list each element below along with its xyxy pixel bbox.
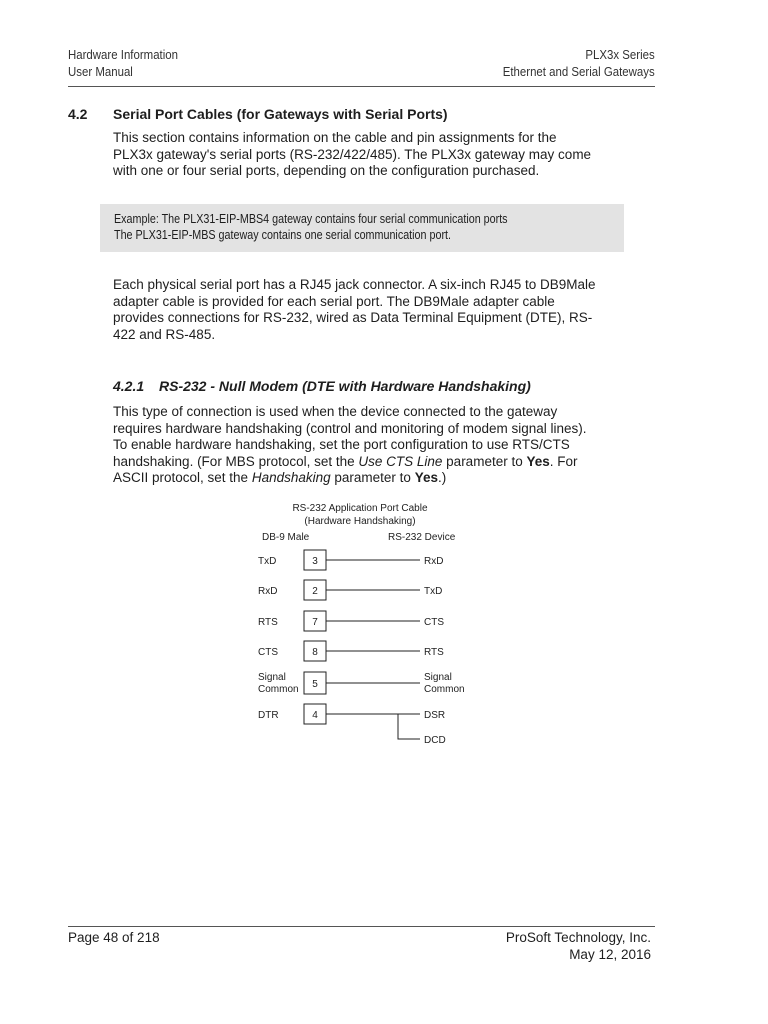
text-run: handshaking. (For MBS protocol, set the <box>113 453 359 469</box>
text-run: . For <box>549 453 578 469</box>
db9-signal-label: TxD <box>258 556 277 567</box>
device-signal-label: DSR <box>424 710 446 721</box>
pin-number: 3 <box>312 556 318 567</box>
device-signal-label: RTS <box>424 647 444 658</box>
device-signal-label: CTS <box>424 617 444 628</box>
footer-right <box>506 929 651 963</box>
wiring-row <box>258 611 444 631</box>
wire-branch-line <box>398 714 420 739</box>
pin-number: 7 <box>312 617 318 628</box>
wiring-row <box>258 704 446 746</box>
db9-signal-label: DTR <box>258 710 279 721</box>
intro-line: with one or four serial ports, depending on the configuration purchased. <box>113 163 540 178</box>
handshaking-line: requires hardware handshaking (control and monitoring of modem signal lines). <box>113 420 587 436</box>
parameter-value: Yes <box>414 470 438 485</box>
text-run: parameter to <box>330 470 415 485</box>
text-run: ASCII protocol, set the <box>113 470 252 485</box>
footer-rule <box>68 926 655 927</box>
db9-signal-label: Common <box>258 684 299 695</box>
body-line: 422 and RS-485. <box>113 326 216 342</box>
wiring-row <box>258 672 465 695</box>
parameter-name: Handshaking <box>251 470 331 485</box>
pin-number: 4 <box>312 710 318 721</box>
intro-line: This section contains information on the cable and pin assignments for the <box>113 130 557 145</box>
db9-signal-label: Signal <box>258 672 286 683</box>
note-line: The PLX31-EIP-MBS gateway contains one serial communication port. <box>114 228 451 242</box>
section-title: Serial Port Cables (for Gateways with Serial Ports) <box>113 106 448 122</box>
body-line: adapter cable is provided for each serial port. The DB9Male adapter cable <box>113 293 555 309</box>
wiring-row <box>258 550 443 570</box>
pin-number: 5 <box>312 679 318 690</box>
device-signal-label: DCD <box>424 735 446 746</box>
db9-signal-label: RxD <box>258 586 278 597</box>
pin-number: 8 <box>312 647 318 658</box>
device-signal-label: TxD <box>424 586 443 597</box>
body-line: provides connections for RS-232, wired as Data Terminal Equipment (DTE), RS- <box>113 310 593 325</box>
diagram-subtitle: (Hardware Handshaking) <box>304 516 416 527</box>
db9-signal-label: CTS <box>258 647 278 658</box>
company-name: ProSoft Technology, Inc. <box>505 930 651 945</box>
pin-number: 2 <box>312 586 318 597</box>
device-signal-label: Common <box>424 684 465 695</box>
text-run: .) <box>437 470 447 485</box>
left-column-header: DB-9 Male <box>262 532 310 543</box>
page-number: Page 48 of 218 <box>68 930 160 945</box>
publication-date: May 12, 2016 <box>569 947 651 962</box>
header-product-description: Ethernet and Serial Gateways <box>503 64 655 79</box>
handshaking-line: This type of connection is used when the device connected to the gateway <box>113 404 558 419</box>
parameter-name: Use CTS Line <box>358 453 443 469</box>
wiring-row <box>258 641 444 661</box>
db9-signal-label: RTS <box>258 617 278 628</box>
diagram-title: RS-232 Application Port Cable <box>292 503 428 514</box>
handshaking-line: To enable hardware handshaking, set the port configuration to use RTS/CTS <box>113 437 570 452</box>
body-line: Each physical serial port has a RJ45 jack connector. A six-inch RJ45 to DB9Male <box>113 277 596 292</box>
note-line: Example: The PLX31-EIP-MBS4 gateway contains four serial communication ports <box>114 212 508 226</box>
header-doc-type: User Manual <box>68 64 133 79</box>
wiring-row <box>258 580 442 600</box>
header-product-series: PLX3x Series <box>585 47 655 62</box>
text-run: parameter to <box>442 453 527 469</box>
subsection-title: RS-232 - Null Modem (DTE with Hardware Handshaking) <box>159 378 531 394</box>
header-doc-category: Hardware Information <box>68 47 178 62</box>
section-number: 4.2 <box>68 106 88 122</box>
parameter-value: Yes <box>526 453 550 469</box>
intro-line: PLX3x gateway's serial ports (RS-232/422/485). The PLX3x gateway may come <box>113 146 592 162</box>
device-signal-label: Signal <box>424 672 452 683</box>
device-signal-label: RxD <box>424 556 444 567</box>
subsection-number: 4.2.1 <box>113 378 145 394</box>
right-column-header: RS-232 Device <box>388 532 456 543</box>
